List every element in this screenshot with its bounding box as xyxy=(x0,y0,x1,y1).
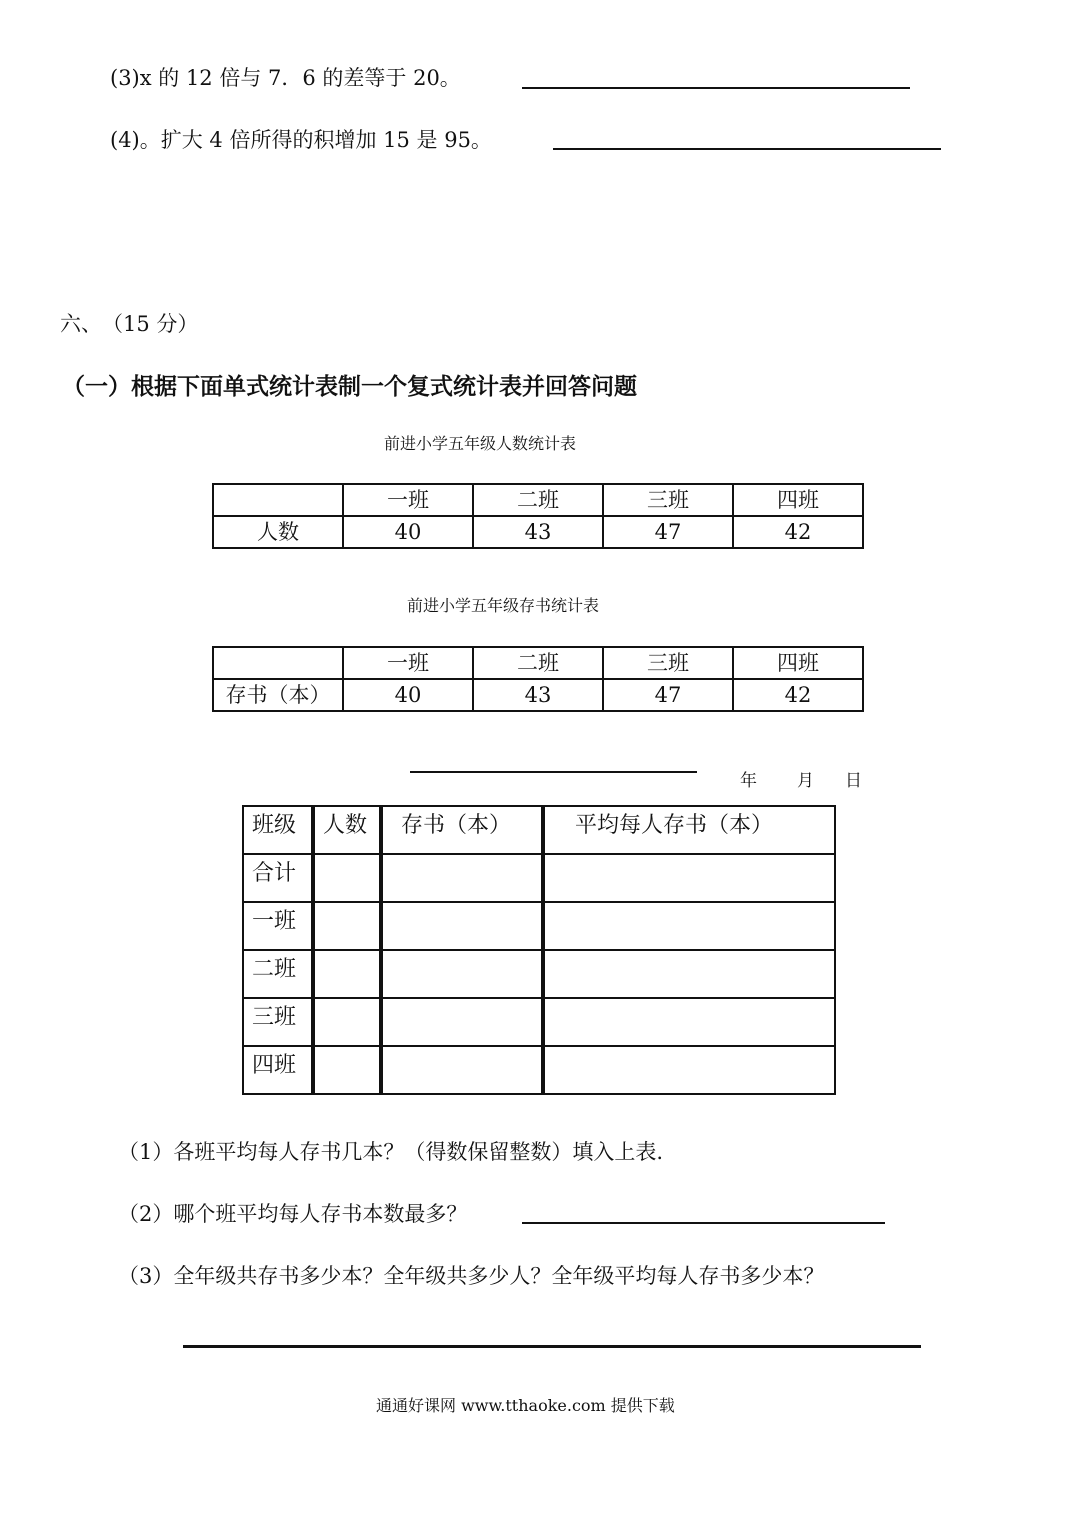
input-cell[interactable] xyxy=(313,1046,381,1094)
row-class-2: 二班 xyxy=(243,950,313,998)
input-cell[interactable] xyxy=(313,902,381,950)
input-cell[interactable] xyxy=(381,950,543,998)
question-3: (3)x 的 12 倍与 7．6 的差等于 20。 xyxy=(110,66,461,90)
table-cell: 43 xyxy=(473,516,603,548)
input-cell[interactable] xyxy=(543,1046,835,1094)
sub-question-2: （2）哪个班平均每人存书本数最多？ xyxy=(118,1202,468,1226)
table-cell: 40 xyxy=(343,679,473,711)
table2-caption: 前进小学五年级存书统计表 xyxy=(407,596,600,615)
table1-caption: 前进小学五年级人数统计表 xyxy=(384,434,577,453)
input-cell[interactable] xyxy=(543,854,835,902)
row-class-3: 三班 xyxy=(243,998,313,1046)
date-year: 年 xyxy=(740,771,757,791)
compound-table xyxy=(242,805,836,1095)
input-cell[interactable] xyxy=(313,854,381,902)
population-table xyxy=(212,483,864,549)
table-header-cell: 三班 xyxy=(603,484,733,516)
table-cell: 40 xyxy=(343,516,473,548)
row-label: 存书（本） xyxy=(213,679,343,711)
books-table xyxy=(212,646,864,712)
table-cell: 47 xyxy=(603,679,733,711)
table-header-cell xyxy=(213,484,343,516)
row-class-1: 一班 xyxy=(243,902,313,950)
table-header-cell: 四班 xyxy=(733,647,863,679)
answer-line-3[interactable] xyxy=(522,87,910,89)
input-cell[interactable] xyxy=(543,998,835,1046)
table-title-line[interactable] xyxy=(410,771,697,773)
table-cell: 47 xyxy=(603,516,733,548)
table-header-cell: 三班 xyxy=(603,647,733,679)
table-header-cell: 一班 xyxy=(343,484,473,516)
input-cell[interactable] xyxy=(543,950,835,998)
table-cell: 42 xyxy=(733,679,863,711)
table-header-cell: 二班 xyxy=(473,484,603,516)
sub-question-1: （1）各班平均每人存书几本？（得数保留整数）填入上表. xyxy=(118,1140,664,1164)
header-students: 人数 xyxy=(313,806,381,854)
section-subheading: （一）根据下面单式统计表制一个复式统计表并回答问题 xyxy=(62,373,637,400)
date-month: 月 xyxy=(797,771,814,791)
input-cell[interactable] xyxy=(381,854,543,902)
table-header-cell: 二班 xyxy=(473,647,603,679)
footer-text: 通通好课网 www.tthaoke.com 提供下载 xyxy=(376,1396,675,1415)
input-cell[interactable] xyxy=(381,1046,543,1094)
answer-line-q3[interactable] xyxy=(183,1345,921,1348)
header-average: 平均每人存书（本） xyxy=(543,806,835,854)
question-4: (4)。扩大 4 倍所得的积增加 15 是 95。 xyxy=(110,128,492,152)
table-header-cell: 一班 xyxy=(343,647,473,679)
answer-line-q2[interactable] xyxy=(522,1222,885,1224)
date-day: 日 xyxy=(845,771,862,791)
input-cell[interactable] xyxy=(543,902,835,950)
section-heading: 六、 （15 分） xyxy=(60,312,199,336)
table-header-cell: 四班 xyxy=(733,484,863,516)
row-label: 人数 xyxy=(213,516,343,548)
table-header-cell xyxy=(213,647,343,679)
header-class: 班级 xyxy=(243,806,313,854)
table-cell: 43 xyxy=(473,679,603,711)
row-total: 合计 xyxy=(243,854,313,902)
sub-question-3: （3）全年级共存书多少本？全年级共多少人？全年级平均每人存书多少本？ xyxy=(118,1264,825,1288)
answer-line-4[interactable] xyxy=(553,148,941,150)
header-books: 存书（本） xyxy=(381,806,543,854)
input-cell[interactable] xyxy=(313,950,381,998)
table-cell: 42 xyxy=(733,516,863,548)
row-class-4: 四班 xyxy=(243,1046,313,1094)
input-cell[interactable] xyxy=(381,998,543,1046)
input-cell[interactable] xyxy=(313,998,381,1046)
input-cell[interactable] xyxy=(381,902,543,950)
